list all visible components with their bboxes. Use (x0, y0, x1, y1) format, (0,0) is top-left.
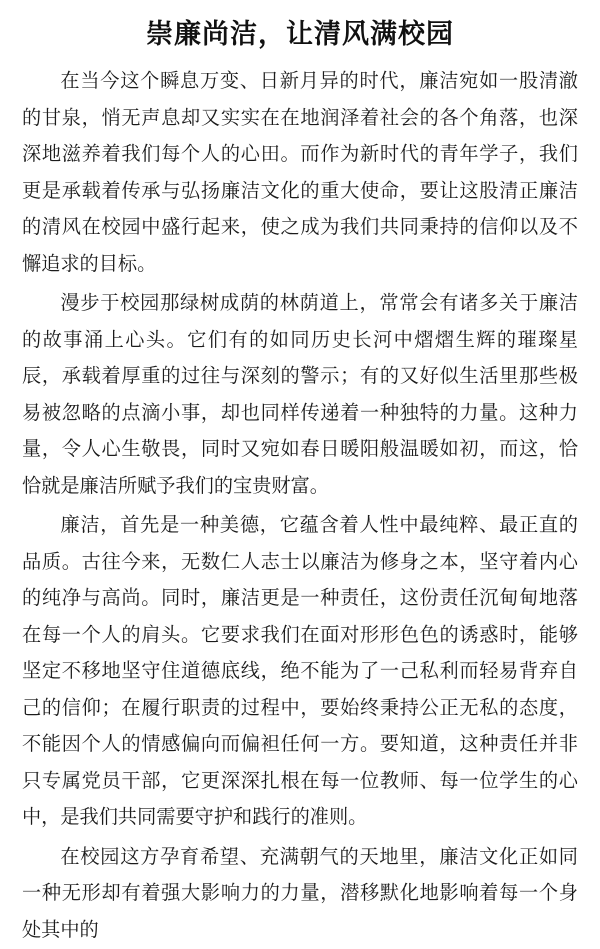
document-body (22, 64, 578, 949)
paragraph: 在当今这个瞬息万变、日新月异的时代，廉洁宛如一股清澈的甘泉，悄无声息却又实实在在地润泽着社会的各个角落，也深深地滋养着我们每个人的心田。而作为新时代的青年学子，我们更是承载着传承与弘扬廉洁文化的重大使命，要让这股清正廉洁的清风在校园中盛行起来，使之成为我们共同秉持的信仰以及不懈追求的目标。 (22, 71, 578, 275)
paragraph: 廉洁，首先是一种美德，它蕴含着人性中最纯粹、最正直的品质。古往今来，无数仁人志士以廉洁为修身之本，坚守着内心的纯净与高尚。同时，廉洁更是一种责任，这份责任沉甸甸地落在每一个人的肩头。它要求我们在面对形形色色的诱惑时，能够坚定不移地坚守住道德底线，绝不能为了一己私利而轻易背弃自己的信仰；在履行职责的过程中，要始终秉持公正无私的态度，不能因个人的情感偏向而偏袒任何一方。要知道，这种责任并非只专属党员干部，它更深深扎根在每一位教师、每一位学生的心中，是我们共同需要守护和践行的准则。 (22, 515, 578, 829)
page-title: 崇廉尚洁，让清风满校园 (146, 19, 454, 49)
paragraph: 漫步于校园那绿树成荫的林荫道上，常常会有诸多关于廉洁的故事涌上心头。它们有的如同历史长河中熠熠生辉的璀璨星辰，承载着厚重的过往与深刻的警示；有的又好似生活里那些极易被忽略的点滴小事，却也同样传递着一种独特的力量。这种力量，令人心生敬畏，同时又宛如春日暖阳般温暖如初，而这，恰恰就是廉洁所赋予我们的宝贵财富。 (22, 293, 578, 497)
paragraph: 在校园这方孕育希望、充满朝气的天地里，廉洁文化正如同一种无形却有着强大影响力的力量，潜移默化地影响着每一个身处其中的 (22, 846, 578, 941)
